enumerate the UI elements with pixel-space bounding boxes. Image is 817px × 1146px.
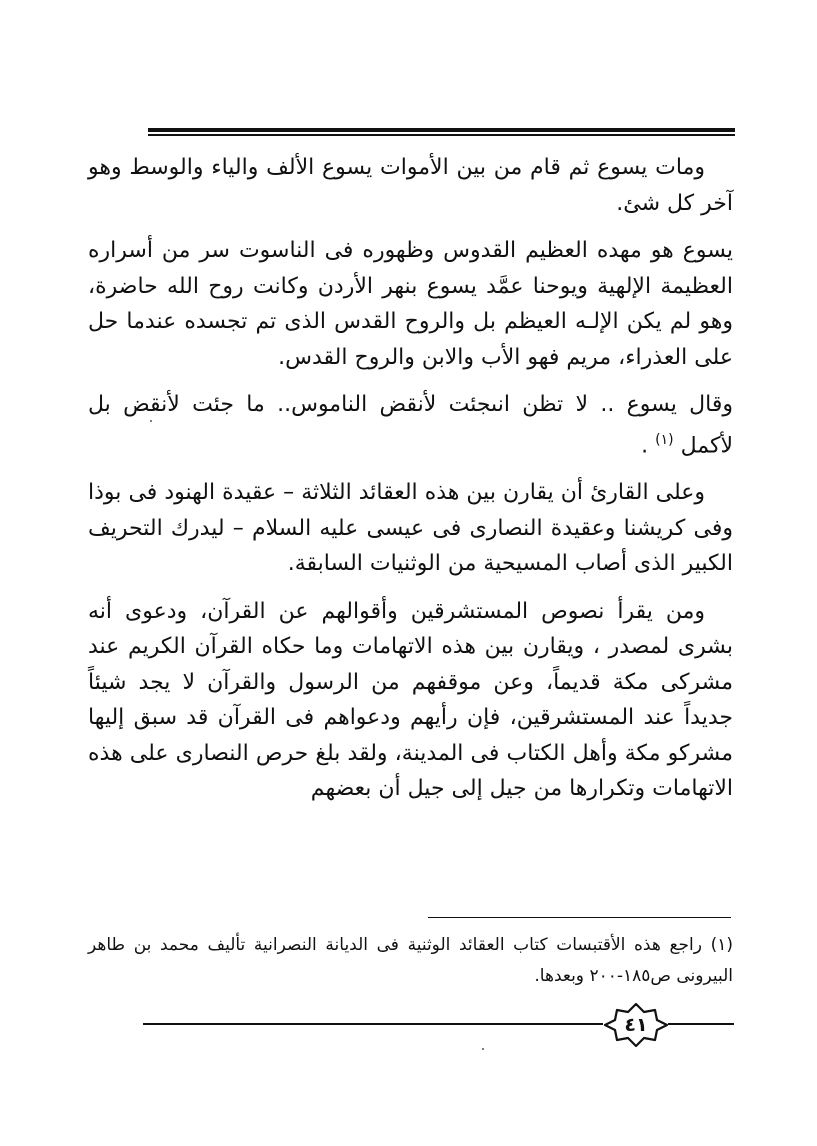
- paragraph-3-text: وقال يسوع .. لا تظن انىجئت لأنقض الناموس.. ما جئت لأنقض بل لأكمل: [88, 392, 733, 458]
- page-number-badge: [603, 1002, 669, 1048]
- footer-rule-right: [668, 1023, 734, 1025]
- header-rule-thin: [148, 134, 735, 136]
- body-text: [88, 150, 733, 819]
- scan-speck: [482, 1048, 484, 1050]
- paragraph-5: ومن يقرأ نصوص المستشرقين وأقوالهم عن القرآن، ودعوى أنه بشرى لمصدر ، ويقارن بين هذه الاتهامات وما حكاه القرآن الكريم عند مشركى مكة قديماً، وعن موقفهم من الرسول والقرآن لا يجد شيئاً جديداً عند المستشرقين، فإن رأيهم ودعواهم فى القرآن قد سبق إليها مشركو مكة وأهل الكتاب فى المدينة، ولقد بلغ حرص النصارى على هذه الاتهامات وتكرارها من جيل إلى جيل أن بعضهم: [88, 598, 733, 802]
- footnote-text: (١) راجع هذه الأقتبسات كتاب العقائد الوثنية فى الديانة النصرانية تأليف محمد بن طاهر البيرونى ص١٨٥-٢٠٠ وبعدها.: [88, 935, 733, 986]
- paragraph-4: وعلى القارئ أن يقارن بين هذه العقائد الثلاثة – عقيدة الهنود فى بوذا وفى كريشنا وعقيدة النصارى فى عيسى عليه السلام – ليدرك التحريف الكبير الذى أصاب المسيحية من الوثنيات السابقة.: [88, 480, 733, 577]
- scan-speck: [150, 420, 152, 422]
- header-double-rule: [148, 128, 735, 137]
- header-rule-thick: [148, 128, 735, 132]
- page-number: ٤١: [624, 1014, 648, 1036]
- paragraph-1: ومات يسوع ثم قام من بين الأموات يسوع الألف والياء والوسط وهو آخر كل شئ.: [88, 155, 733, 216]
- footer-rule-left: [143, 1023, 603, 1025]
- footnote: [88, 930, 733, 992]
- paragraph-2: يسوع هو مهده العظيم القدوس وظهوره فى الناسوت سر من أسراره العظيمة الإلهية ويوحنا عمَّد يسوع بنهر الأردن وكانت روح الله حاضرة، وهو لم يكن الإلـه العيظم بل والروح القدس الذى تم تجسده عندما حل على العذراء، مريم فهو الأب والابن والروح القدس.: [88, 238, 733, 370]
- footnote-reference: (١): [655, 431, 674, 448]
- footnote-separator: [428, 917, 731, 918]
- paragraph-3-end: .: [641, 432, 656, 458]
- paragraph-3: [88, 387, 733, 463]
